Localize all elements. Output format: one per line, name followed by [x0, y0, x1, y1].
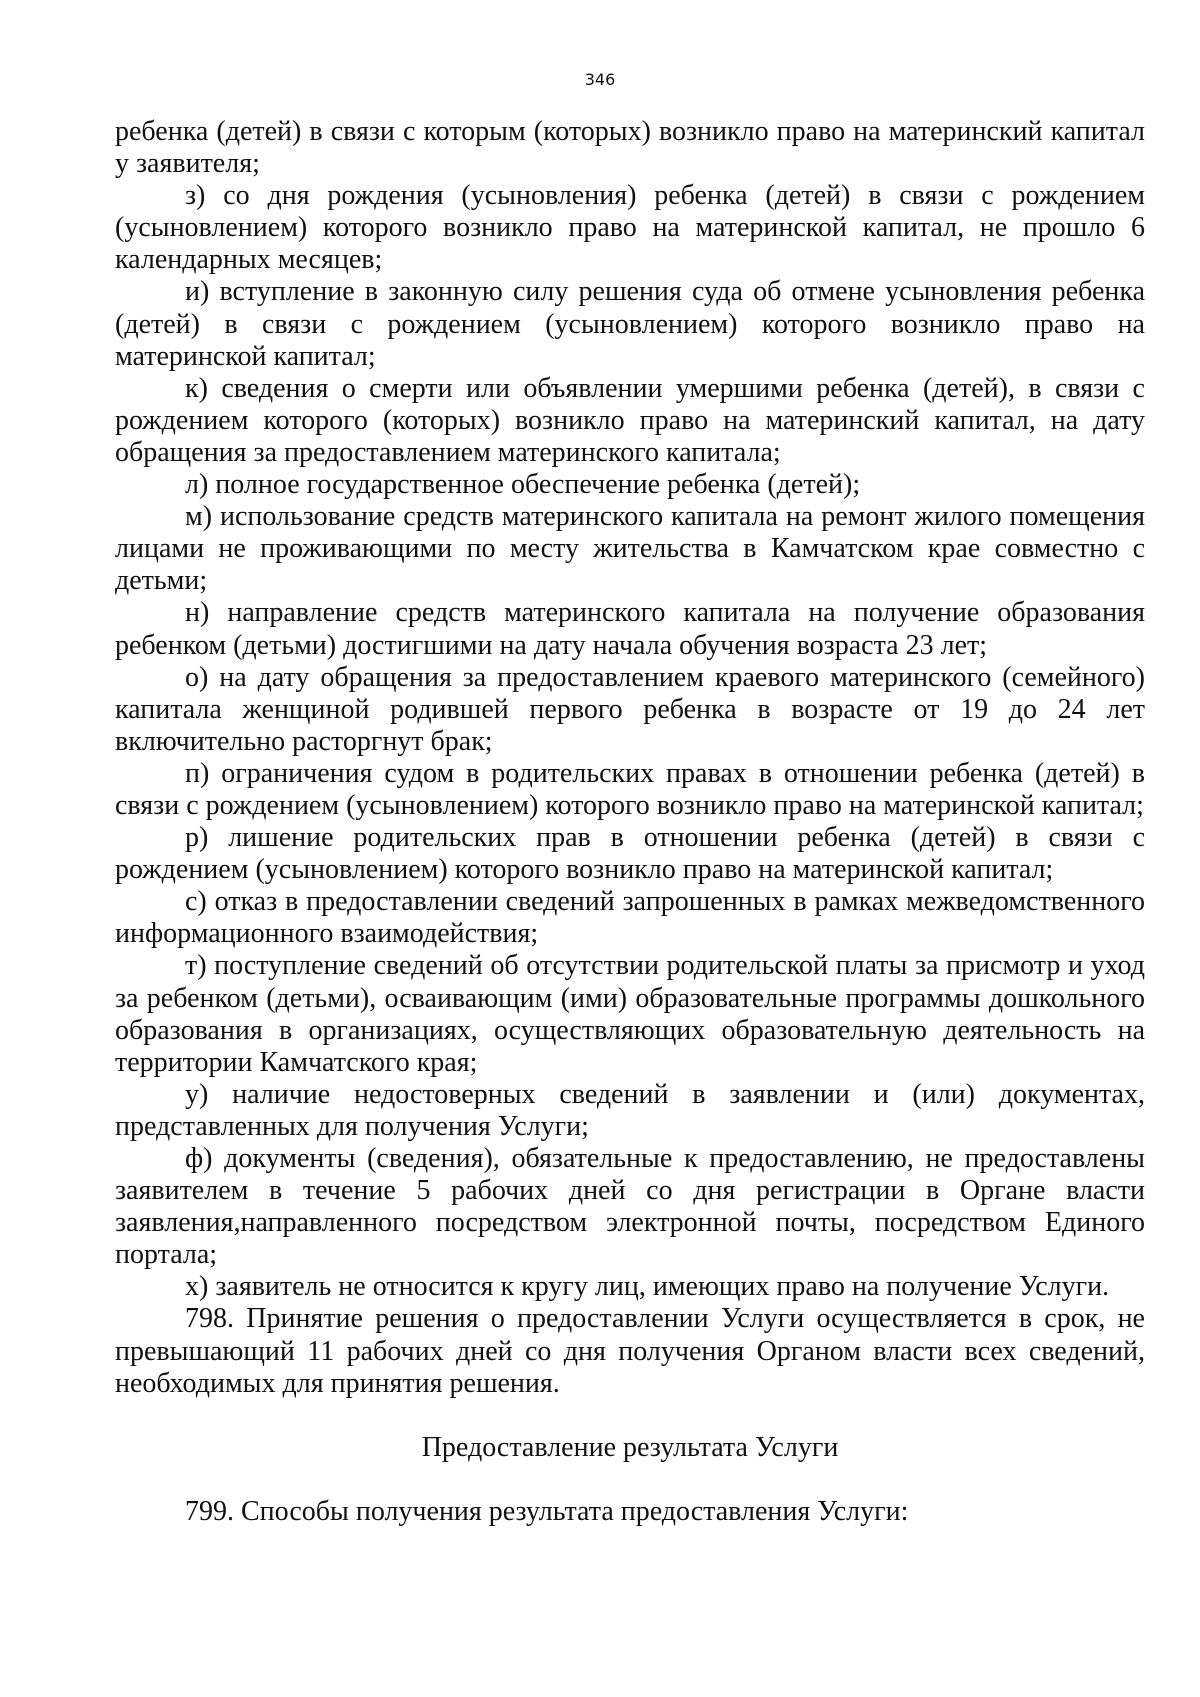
- clause-798: 798. Принятие решения о предоставлении Услуги осуществляется в срок, не превышающий 11 рабочих дней со дня получения Органом власти всех сведений, необходимых для принятия решения.: [115, 1303, 1145, 1399]
- paragraph-continuation: ребенка (детей) в связи с которым (которых) возникло право на материнский капитал у заявителя;: [115, 116, 1145, 180]
- document-body: [115, 116, 1145, 1528]
- clause-799: 799. Способы получения результата предоставления Услуги:: [185, 1495, 909, 1527]
- list-item-n: н) направление средств материнского капитала на получение образования ребенком (детьми) достигшими на дату начала обучения возраста 23 лет;: [115, 597, 1145, 661]
- list-item-p: п) ограничения судом в родительских правах в отношении ребенка (детей) в связи с рождением (усыновлением) которого возникло право на материнской капитал;: [115, 757, 1145, 821]
- page-number: 346: [584, 70, 616, 89]
- list-item-i: и) вступление в законную силу решения суда об отмене усыновления ребенка (детей) в связи с рождением (усыновлением) которого возникло право на материнской капитал;: [115, 276, 1145, 372]
- list-item-z: з) со дня рождения (усыновления) ребенка (детей) в связи с рождением (усыновлением) которого возникло право на материнской капитал, не прошло 6 календарных месяцев;: [115, 180, 1145, 276]
- list-item-t: т) поступление сведений об отсутствии родительской платы за присмотр и уход за ребенком (детьми), осваивающим (ими) образовательные программы дошкольного образования в организациях, осуществляющих образовательную деятельность на территории Камчатского края;: [115, 950, 1145, 1078]
- list-item-r: р) лишение родительских прав в отношении ребенка (детей) в связи с рождением (усыновлением) которого возникло право на материнской капитал;: [115, 822, 1145, 886]
- list-item-l: л) полное государственное обеспечение ребенка (детей);: [185, 469, 861, 501]
- list-item-s: с) отказ в предоставлении сведений запрошенных в рамках межведомственного информационного взаимодействия;: [115, 886, 1145, 950]
- list-item-h: х) заявитель не относится к кругу лиц, имеющих право на получение Услуги.: [185, 1271, 1110, 1303]
- list-item-u: у) наличие недостоверных сведений в заявлении и (или) документах, представленных для получения Услуги;: [115, 1078, 1145, 1142]
- list-item-o: о) на дату обращения за предоставлением краевого материнского (семейного) капитала женщиной родившей первого ребенка в возрасте от 19 до 24 лет включительно расторгнут брак;: [115, 661, 1145, 757]
- section-heading: Предоставление результата Услуги: [421, 1431, 839, 1463]
- list-item-k: к) сведения о смерти или объявлении умершими ребенка (детей), в связи с рождением которого (которых) возникло право на материнский капитал, на дату обращения за предоставлением материнского капитала;: [115, 372, 1145, 468]
- list-item-f: ф) документы (сведения), обязательные к предоставлению, не предоставлены заявителем в течение 5 рабочих дней со дня регистрации в Органе власти заявления,направленного посредством электронной почты, посредством Единого портала;: [115, 1143, 1145, 1271]
- list-item-m: м) использование средств материнского капитала на ремонт жилого помещения лицами не проживающими по месту жительства в Камчатском крае совместно с детьми;: [115, 501, 1145, 597]
